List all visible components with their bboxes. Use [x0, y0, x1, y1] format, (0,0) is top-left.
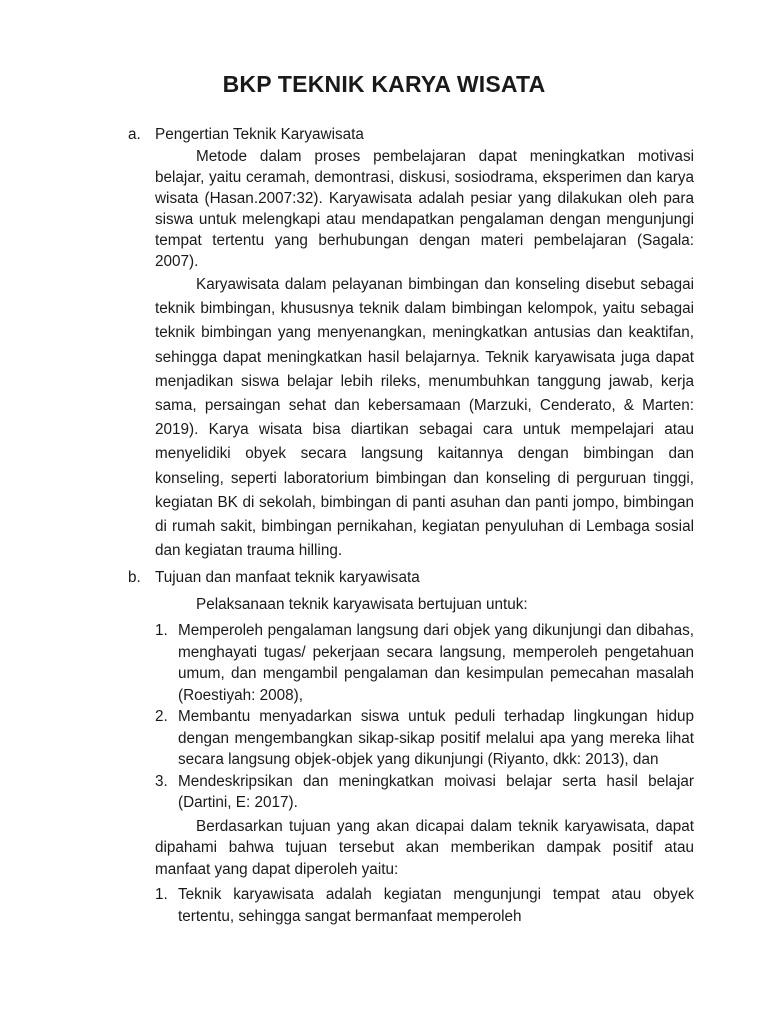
section-b-paragraph-3: Berdasarkan tujuan yang akan dicapai dalam teknik karyawisata, dapat dipahami bahwa tujuan tersebut akan memberikan dampak positif atau manfaat yang dapat diperoleh yaitu:	[155, 817, 694, 878]
list-item-number: 3.	[155, 772, 168, 790]
list-item-text: Teknik karyawisata adalah kegiatan mengunjungi tempat atau obyek tertentu, sehingga sangat bermanfaat memperoleh	[178, 886, 694, 925]
section-b-title: Tujuan dan manfaat teknik karyawisata	[155, 569, 420, 587]
list-item-number: 2.	[155, 708, 168, 726]
list-item	[128, 884, 694, 927]
list-item	[128, 620, 694, 706]
section-a-letter: a.	[128, 126, 141, 143]
document-body	[128, 124, 694, 927]
section-b-letter: b.	[128, 569, 141, 587]
list-item-number: 1.	[155, 886, 168, 904]
section-a-heading	[128, 124, 694, 146]
benefits-list	[128, 884, 694, 927]
section-a-paragraph-2: Karyawisata dalam pelayanan bimbingan dan konseling disebut sebagai teknik bimbingan, khususnya teknik dalam bimbingan kelompok, yaitu sebagai teknik bimbingan yang menyenangkan, meningkatkan antusias dan keaktifan, sehingga dapat meningkatkan hasil belajarnya. Teknik karyawisata juga dapat menjadikan siswa belajar lebih rileks, menumbuhkan tanggung jawab, kerja sama, persaingan sehat dan kebersamaan (Marzuki, Cenderato, & Marten: 2019). Karya wisata bisa diartikan sebagai cara untuk mempelajari atau menyelidiki obyek secara langsung kaitannya dengan bimbingan dan konseling, seperti laboratorium bimbingan dan konseling di perguruan tinggi, kegiatan BK di sekolah, bimbingan di panti asuhan dan panti jompo, bimbingan di rumah sakit, bimbingan pernikahan, kegiatan penyuluhan di Lembaga sosial dan kegiatan trauma hilling.	[155, 276, 694, 560]
section-a-title: Pengertian Teknik Karyawisata	[155, 126, 364, 143]
list-item-text: Memperoleh pengalaman langsung dari objek yang dikunjungi dan dibahas, menghayati tugas/ pekerjaan secara langsung, memperoleh pengetahuan umum, dan mengambil pengalaman dan kesimpulan pemecahan masalah (Roestiyah: 2008),	[178, 622, 694, 704]
document-title: BKP TEKNIK KARYA WISATA	[222, 71, 546, 97]
list-item	[128, 706, 694, 771]
list-item-text: Membantu menyadarkan siswa untuk peduli terhadap lingkungan hidup dengan mengembangkan sikap-sikap positif melalui apa yang mereka lihat secara langsung objek-objek yang dikunjungi (Riyanto, dkk: 2013), dan	[178, 708, 694, 769]
goals-list	[128, 620, 694, 814]
section-b-intro: Pelaksanaan teknik karyawisata bertujuan untuk:	[196, 596, 528, 614]
list-item-text: Mendeskripsikan dan meningkatkan moivasi belajar serta hasil belajar (Dartini, E: 2017).	[178, 772, 694, 812]
section-b-heading	[128, 567, 694, 589]
section-a-paragraph-1: Metode dalam proses pembelajaran dapat meningkatkan motivasi belajar, yaitu ceramah, demontrasi, diskusi, sosiodrama, eksperimen dan karya wisata (Hasan.2007:32). Karyawisata adalah pesiar yang dilakukan oleh para siswa untuk melengkapi atau mendapatkan pengalaman dengan mengunjungi tempat tertentu yang berhubungan dengan materi pembelajaran (Sagala: 2007).	[155, 148, 694, 270]
list-item-number: 1.	[155, 622, 168, 640]
list-item	[128, 771, 694, 814]
